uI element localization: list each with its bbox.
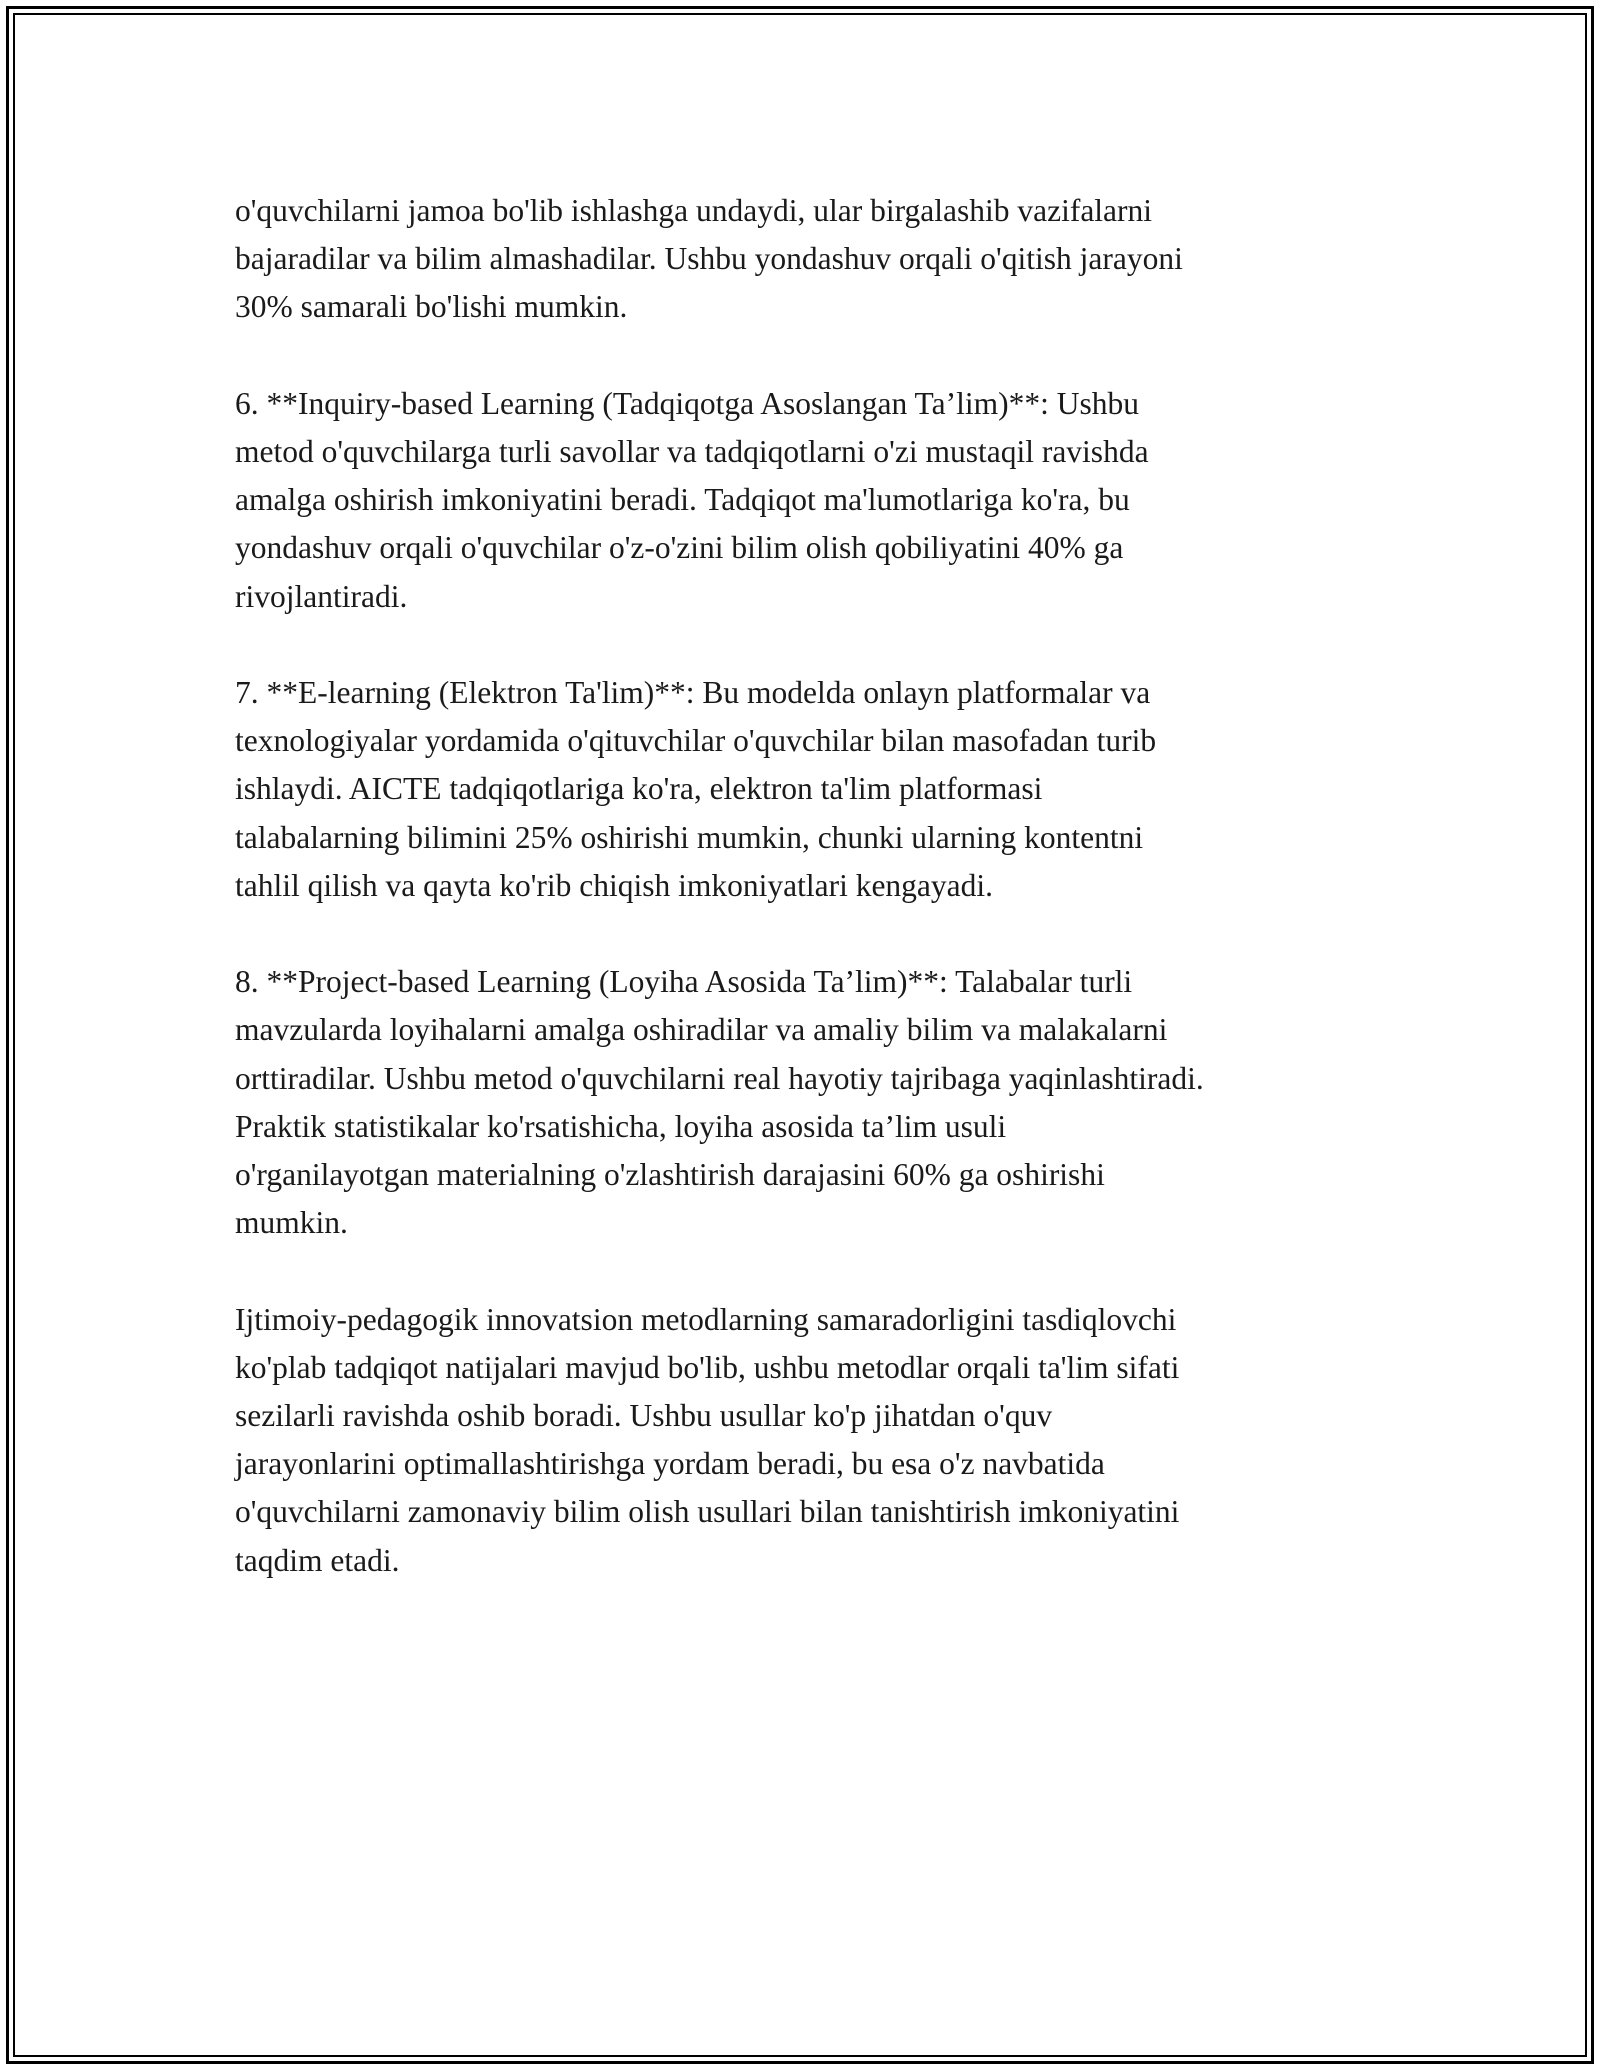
text-line: jarayonlarini optimallashtirishga yordam beradi, bu esa o'z navbatida [235,1446,1105,1482]
text-line: ishlaydi. AICTE tadqiqotlariga ko'ra, elektron ta'lim platformasi [235,771,1043,807]
text-line: texnologiyalar yordamida o'qituvchilar o'quvchilar bilan masofadan turib [235,723,1157,759]
text-line: yondashuv orqali o'quvchilar o'z-o'zini bilim olish qobiliyatini 40% ga [235,530,1124,566]
text-line: bajaradilar va bilim almashadilar. Ushbu yondashuv orqali o'qitish jarayoni [235,241,1183,277]
text-line: 30% samarali bo'lishi mumkin. [235,289,628,325]
text-line: 6. **Inquiry-based Learning (Tadqiqotga Asoslangan Ta’lim)**: Ushbu [235,385,1139,421]
text-line: amalga oshirish imkoniyatini beradi. Tadqiqot ma'lumotlariga ko'ra, bu [235,482,1130,518]
paragraph [235,669,1375,910]
paragraph [235,1296,1375,1585]
document-body [235,187,1375,1633]
paragraph [235,958,1375,1247]
text-line: metod o'quvchilarga turli savollar va tadqiqotlarni o'zi mustaqil ravishda [235,434,1149,469]
text-line: mumkin. [235,1205,348,1241]
text-line: rivojlantiradi. [235,578,408,614]
text-line: sezilarli ravishda oshib boradi. Ushbu usullar ko'p jihatdan o'quv [235,1398,1053,1434]
text-line: o'quvchilarni zamonaviy bilim olish usullari bilan tanishtirish imkoniyatini [235,1494,1180,1530]
text-line: orttiradilar. Ushbu metod o'quvchilarni real hayotiy tajribaga yaqinlashtiradi. [235,1060,1204,1096]
text-line: o'quvchilarni jamoa bo'lib ishlashga undaydi, ular birgalashib vazifalarni [235,193,1153,228]
text-line: o'rganilayotgan materialning o'zlashtirish darajasini 60% ga oshirishi [235,1157,1105,1193]
text-line: talabalarning bilimini 25% oshirishi mumkin, chunki ularning kontentni [235,819,1144,855]
paragraph [235,187,1375,332]
text-line: Ijtimoiy-pedagogik innovatsion metodlarning samaradorligini tasdiqlovchi [235,1301,1177,1337]
text-line: 7. **E-learning (Elektron Ta'lim)**: Bu modelda onlayn platformalar va [235,675,1151,710]
paragraph [235,380,1375,621]
text-line: 8. **Project-based Learning (Loyiha Asosida Ta’lim)**: Talabalar turli [235,964,1133,1000]
text-line: mavzularda loyihalarni amalga oshiradilar va amaliy bilim va malakalarni [235,1012,1168,1048]
text-line: tahlil qilish va qayta ko'rib chiqish imkoniyatlari kengayadi. [235,867,994,903]
text-line: taqdim etadi. [235,1542,400,1578]
text-line: ko'plab tadqiqot natijalari mavjud bo'lib, ushbu metodlar orqali ta'lim sifati [235,1349,1180,1385]
text-line: Praktik statistikalar ko'rsatishicha, loyiha asosida ta’lim usuli [235,1108,1007,1144]
